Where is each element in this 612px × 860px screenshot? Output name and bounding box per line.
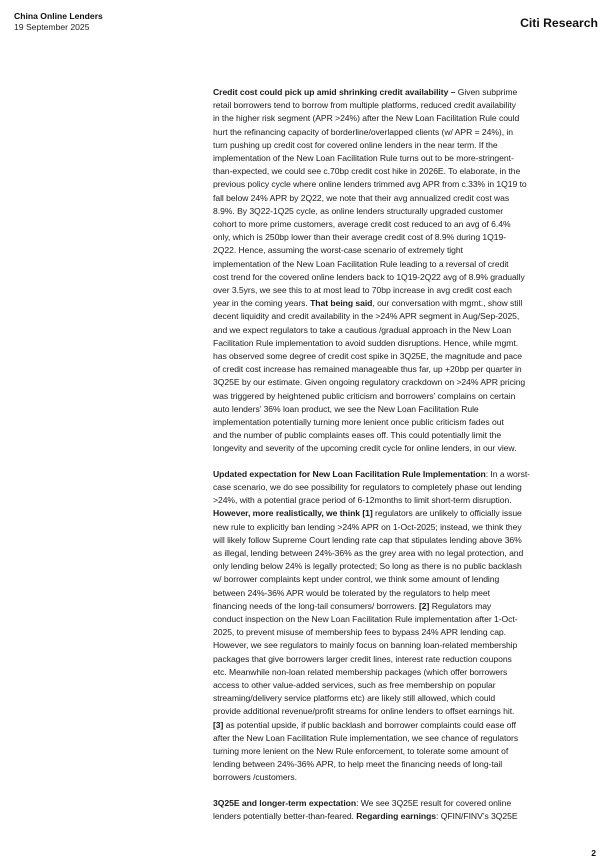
paragraph-text: Regulators may conduct inspection on the New Loan Facilitation Rule implementation after 1-Oct- 2025, to prevent misuse of membership fees to bypass 24% APR lending cap. However, we see regulators to mainly focus on banning loan-related membership packages that give borrowers larger credit lines, interest rate reduction coupons etc. Meanwhile non-loan related membership packages (which offer borrowers access to other value-added services, such as free membership on popular streaming/delivery service platforms etc) are likely still allowed, which could provide additional revenue/profit streams for online lenders to offset earnings hit. bbox=[213, 600, 518, 717]
paragraph-longer-term bbox=[213, 797, 602, 823]
brand-logo-text: Citi Research bbox=[520, 16, 598, 30]
emphasis-text: However, more realistically, we think [1] bbox=[213, 508, 373, 519]
paragraph-text: : We see 3Q25E result for covered online lenders potentially better-than-feared. bbox=[213, 797, 512, 821]
paragraph-text: : In a worst- case scenario, we do see possibility for regulators to completely phase out lending >24%, with a potential grace period of 6-12months to limit short-term disruption. bbox=[213, 468, 530, 506]
emphasis-text: [2] bbox=[419, 600, 430, 611]
report-date: 19 September 2025 bbox=[14, 22, 90, 32]
paragraph-lead: Credit cost could pick up amid shrinking credit availability – bbox=[213, 87, 456, 97]
emphasis-text: [3] bbox=[213, 719, 224, 730]
page-number: 2 bbox=[591, 848, 596, 858]
paragraph-text: , our conversation with mgmt., show still decent liquidity and credit availability in the >24% APR segment in Aug/Sep-2025, and we expect regulators to take a cautious /gradual approach in the New Loan Facilitation Rule implementation to avoid sudden disruptions. Hence, while mgmt. has observed some degree of credit cost spike in 3Q25E, the magnitude and pace of credit cost increase has remained manageable thus far, up +20bp per quarter in 3Q25E by our estimate. Given ongoing regulatory crackdown on >24% APR pricing was triggered by heightened public criticism and borrowers’ complains on certain auto lenders’ 36% loan product, we see the New Loan Facilitation Rule implementation potentially turning more lenient once public criticism fades out and the number of public complaints eases off. This could potentially limit the longevity and severity of the upcoming credit cycle for online lenders, in our view. bbox=[213, 298, 526, 454]
paragraph-credit-cost bbox=[213, 86, 602, 456]
report-title: China Online Lenders bbox=[14, 11, 103, 21]
paragraph-lead: 3Q25E and longer-term expectation bbox=[213, 797, 357, 808]
emphasis-text: Regarding earnings bbox=[356, 810, 437, 821]
paragraph-text: : QFIN/FINV’s 3Q25E bbox=[436, 810, 518, 821]
paragraph-text: Given subprime retail borrowers tend to borrow from multiple platforms, reduced credit availability in the higher risk segment (APR >24%) after the New Loan Facilitation Rule could hurt the refinancing capacity of borderline/overlapped clients (w/ APR = 24%), in turn pushing up credit cost for covered online lenders in the near term. If the implementation of the New Loan Facilitation Rule turns out to be more-stringent- than-expected, we could see c.70bp credit cost hike in 2026E. To elaborate, in the previous policy cycle where online lenders trimmed avg APR from c.33% in 1Q19 to fall below 24% APR by 2Q22, we note that their avg annualized credit cost was 8.9%. By 3Q22-1Q25 cycle, as online lenders structurally upgraded customer cohort to more prime customers, average credit cost reduced to an avg of 6.4% only, which is 250bp lower than their average credit cost of 8.9% during 1Q19- 2Q22. Hence, assuming the worst-case scenario of extremely tight implementation of the New Loan Facilitation Rule leading to a reversal of credit cost trend for the covered online lenders back to 1Q19-2Q22 avg of 8.9% gradually over 3.5yrs, we see this to at most lead to 70bp increase in avg credit cost each year in the coming years. bbox=[213, 87, 527, 309]
body-column bbox=[213, 86, 602, 835]
paragraph-text: as potential upside, if public backlash and borrower complaints could ease off after the New Loan Facilitation Rule implementation, we see chance of regulators turning more lenient on the New Rule enforcement, to tolerate some amount of lending between 24%-36% APR, to help meet the financing needs of long-tail borrowers /customers. bbox=[213, 719, 519, 783]
paragraph-rule-implementation bbox=[213, 468, 602, 785]
paragraph-lead: Updated expectation for New Loan Facilitation Rule Implementation bbox=[213, 468, 486, 479]
emphasis-text: That being said bbox=[310, 298, 373, 309]
paragraph-text: regulators are unlikely to officially issue new rule to explicitly ban lending >24% APR on 1-Oct-2025; instead, we think they will likely follow Supreme Court lending rate cap that stipulates lending above 36% as illegal, lending between 24%-36% as the grey area with no legal protection, and only lending below 24% is legally protected; So long as there is no public backlash w/ borrower complaints kept under control, we think some amount of lending between 24%-36% APR would be tolerated by the regulators to help meet financing needs of the long-tail consumers/ borrowers. bbox=[213, 508, 524, 611]
report-header bbox=[14, 11, 103, 33]
